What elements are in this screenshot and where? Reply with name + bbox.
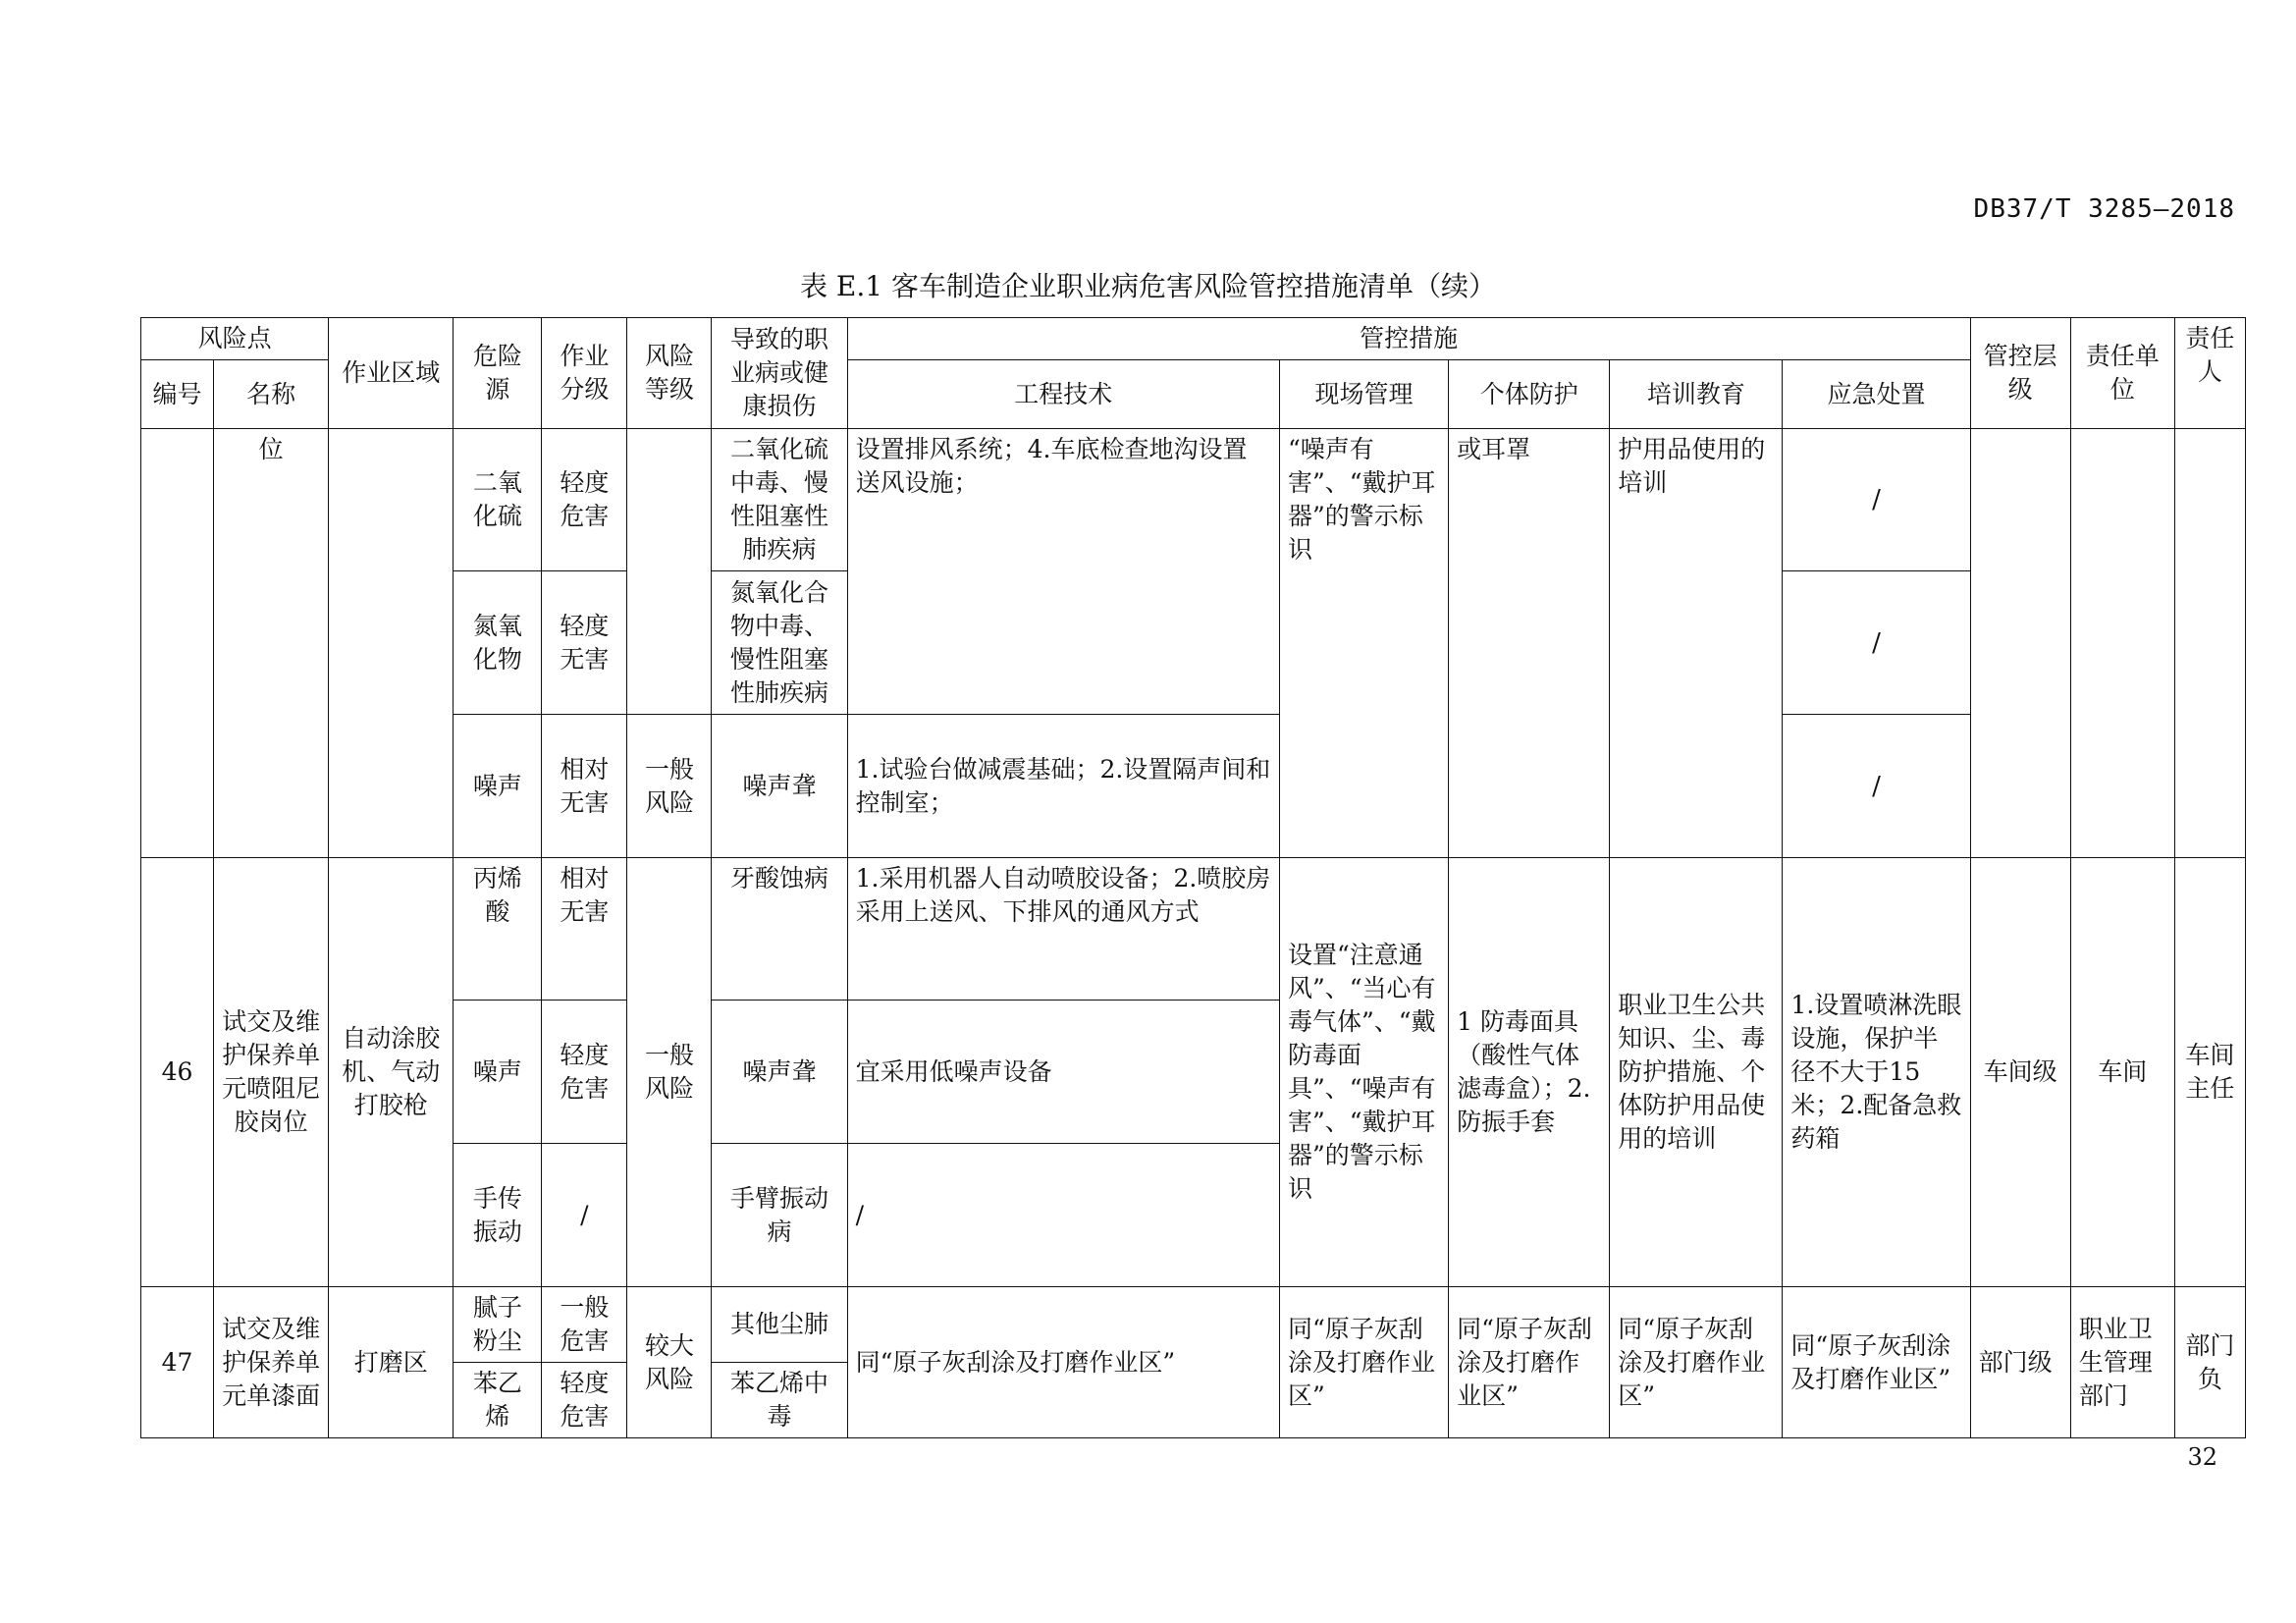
row46-id: 46 bbox=[141, 858, 214, 1287]
site-mgmt-cell: “噪声有害”、“戴护耳器”的警示标识 bbox=[1279, 429, 1448, 858]
hazard-cell: 腻子粉尘 bbox=[454, 1287, 542, 1363]
row46-training: 职业卫生公共知识、尘、毒防护措施、个体防护用品使用的培训 bbox=[1610, 858, 1783, 1287]
ppe-cell: 或耳罩 bbox=[1449, 429, 1610, 858]
hazard-cell: 噪声 bbox=[454, 715, 542, 858]
prev-id-cell bbox=[141, 429, 214, 858]
header-risk-level: 风险等级 bbox=[627, 318, 712, 429]
job-class-cell: 相对无害 bbox=[542, 715, 627, 858]
header-id: 编号 bbox=[141, 360, 214, 429]
emergency-cell: / bbox=[1783, 571, 1970, 715]
hazard-cell: 苯乙烯 bbox=[454, 1363, 542, 1438]
row47-risk-level: 较大风险 bbox=[627, 1287, 712, 1438]
row46-emergency: 1.设置喷淋洗眼设施，保护半径不大于15米；2.配备急救药箱 bbox=[1783, 858, 1970, 1287]
header-disease: 导致的职业病或健康损伤 bbox=[712, 318, 847, 429]
hazard-cell: 手传振动 bbox=[454, 1144, 542, 1287]
row47-resp-unit: 职业卫生管理部门 bbox=[2070, 1287, 2174, 1438]
prev-area-cell bbox=[329, 429, 454, 858]
engineering-cell: / bbox=[847, 1144, 1279, 1287]
hazard-cell: 丙烯酸 bbox=[454, 858, 542, 1001]
disease-cell: 苯乙烯中毒 bbox=[712, 1363, 847, 1438]
job-class-cell: 轻度危害 bbox=[542, 1001, 627, 1144]
hazard-cell: 氮氧化物 bbox=[454, 571, 542, 715]
row47-training: 同“原子灰刮涂及打磨作业区” bbox=[1610, 1287, 1783, 1438]
row46-resp-unit: 车间 bbox=[2070, 858, 2174, 1287]
header-row-1 bbox=[141, 318, 2246, 360]
engineering-cell: 1.试验台做减震基础；2.设置隔声间和控制室； bbox=[847, 715, 1279, 858]
risk-level-cell: 一般风险 bbox=[627, 715, 712, 858]
disease-cell: 牙酸蚀病 bbox=[712, 858, 847, 1001]
disease-cell: 其他尘肺 bbox=[712, 1287, 847, 1363]
table-row bbox=[141, 1287, 2246, 1363]
header-risk-point: 风险点 bbox=[141, 318, 329, 360]
header-resp-person: 责任人 bbox=[2174, 318, 2245, 429]
page-number: 32 bbox=[2187, 1443, 2217, 1471]
prev-ctrl-level-cell bbox=[1970, 429, 2070, 858]
engineering-cell: 宜采用低噪声设备 bbox=[847, 1001, 1279, 1144]
disease-cell: 氮氧化合物中毒、慢性阻塞性肺疾病 bbox=[712, 571, 847, 715]
prev-resp-person-cell bbox=[2174, 429, 2245, 858]
prev-name-cell: 位 bbox=[214, 429, 329, 858]
header-ppe: 个体防护 bbox=[1449, 360, 1610, 429]
header-emergency: 应急处置 bbox=[1783, 360, 1970, 429]
disease-cell: 噪声聋 bbox=[712, 715, 847, 858]
row46-resp-person: 车间主任 bbox=[2174, 858, 2245, 1287]
risk-control-table bbox=[140, 317, 2246, 1438]
job-class-cell: 一般危害 bbox=[542, 1287, 627, 1363]
row47-site-mgmt: 同“原子灰刮涂及打磨作业区” bbox=[1279, 1287, 1448, 1438]
row47-ppe: 同“原子灰刮涂及打磨作业区” bbox=[1449, 1287, 1610, 1438]
row46-risk-level: 一般风险 bbox=[627, 858, 712, 1287]
row46-site-mgmt: 设置“注意通风”、“当心有毒气体”、“戴防毒面具”、“噪声有害”、“戴护耳器”的警示标识 bbox=[1279, 858, 1448, 1287]
disease-cell: 手臂振动病 bbox=[712, 1144, 847, 1287]
header-site-mgmt: 现场管理 bbox=[1279, 360, 1448, 429]
job-class-cell: 相对无害 bbox=[542, 858, 627, 1001]
header-hazard: 危险源 bbox=[454, 318, 542, 429]
row47-engineering: 同“原子灰刮涂及打磨作业区” bbox=[847, 1287, 1279, 1438]
header-training: 培训教育 bbox=[1610, 360, 1783, 429]
job-class-cell: 轻度危害 bbox=[542, 429, 627, 571]
row47-id: 47 bbox=[141, 1287, 214, 1438]
prev-resp-unit-cell bbox=[2070, 429, 2174, 858]
header-area: 作业区域 bbox=[329, 318, 454, 429]
job-class-cell: / bbox=[542, 1144, 627, 1287]
header-ctrl-level: 管控层级 bbox=[1970, 318, 2070, 429]
engineering-cell: 设置排风系统；4.车底检查地沟设置送风设施； bbox=[847, 429, 1279, 715]
row47-emergency: 同“原子灰刮涂及打磨作业区” bbox=[1783, 1287, 1970, 1438]
table-row bbox=[141, 429, 2246, 571]
header-engineering: 工程技术 bbox=[847, 360, 1279, 429]
hazard-cell: 噪声 bbox=[454, 1001, 542, 1144]
row47-ctrl-level: 部门级 bbox=[1970, 1287, 2070, 1438]
header-name: 名称 bbox=[214, 360, 329, 429]
row46-ppe: 1 防毒面具（酸性气体滤毒盒）；2.防振手套 bbox=[1449, 858, 1610, 1287]
disease-cell: 噪声聋 bbox=[712, 1001, 847, 1144]
table-row bbox=[141, 715, 2246, 858]
document-code: DB37/T 3285—2018 bbox=[1973, 194, 2235, 224]
hazard-cell: 二氧化硫 bbox=[454, 429, 542, 571]
risk-level-cell bbox=[627, 429, 712, 715]
emergency-cell: / bbox=[1783, 429, 1970, 571]
row47-name: 试交及维护保养单元单漆面 bbox=[214, 1287, 329, 1438]
emergency-cell: / bbox=[1783, 715, 1970, 858]
job-class-cell: 轻度危害 bbox=[542, 1363, 627, 1438]
row46-name: 试交及维护保养单元喷阻尼胶岗位 bbox=[214, 858, 329, 1287]
header-measures: 管控措施 bbox=[847, 318, 1970, 360]
header-job-class: 作业分级 bbox=[542, 318, 627, 429]
training-cell: 护用品使用的培训 bbox=[1610, 429, 1783, 858]
row46-ctrl-level: 车间级 bbox=[1970, 858, 2070, 1287]
header-resp-unit: 责任单位 bbox=[2070, 318, 2174, 429]
disease-cell: 二氧化硫中毒、慢性阻塞性肺疾病 bbox=[712, 429, 847, 571]
row47-area: 打磨区 bbox=[329, 1287, 454, 1438]
row46-area: 自动涂胶机、气动打胶枪 bbox=[329, 858, 454, 1287]
table-row bbox=[141, 858, 2246, 1001]
job-class-cell: 轻度无害 bbox=[542, 571, 627, 715]
engineering-cell: 1.采用机器人自动喷胶设备；2.喷胶房采用上送风、下排风的通风方式 bbox=[847, 858, 1279, 1001]
table-caption: 表 E.1 客车制造企业职业病危害风险管控措施清单（续） bbox=[800, 270, 1496, 302]
row47-resp-person: 部门负 bbox=[2174, 1287, 2245, 1438]
